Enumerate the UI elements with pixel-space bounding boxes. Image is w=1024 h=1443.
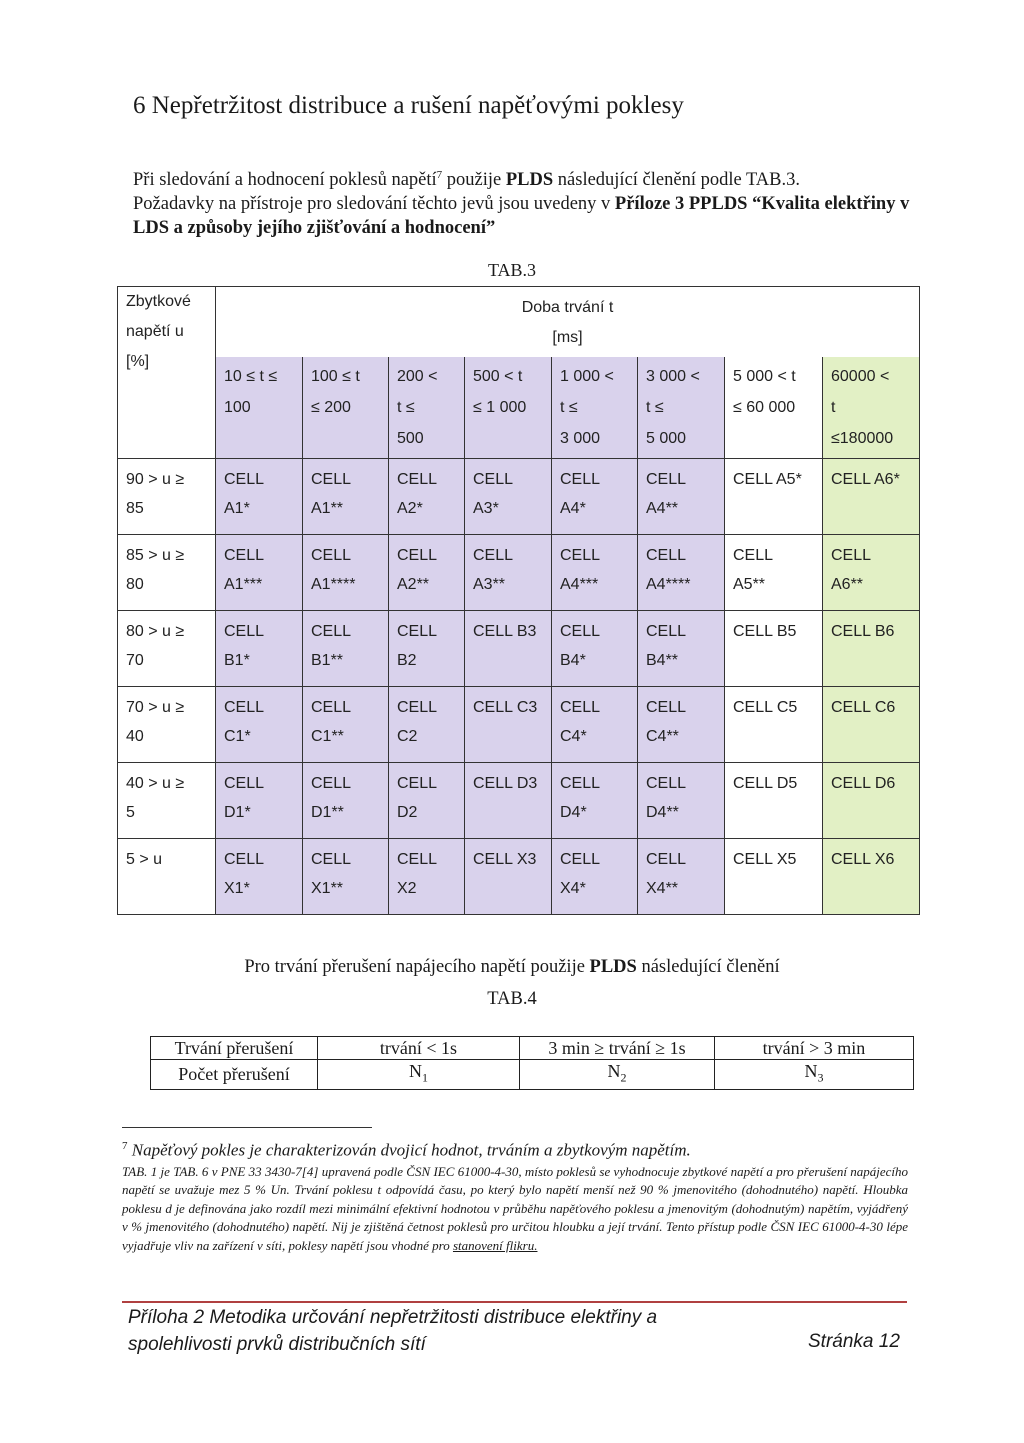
table-cell [638,687,725,763]
cell-line: X1* [224,880,250,897]
tab3-row [118,459,920,535]
cell-line: CELL [473,547,514,564]
cell-line: CELL B6 [831,623,895,640]
table-cell [389,687,465,763]
cell-line: CELL [224,775,265,792]
cell-line: C4** [646,728,679,745]
tab4-header-cell: trvání > 3 min [715,1037,914,1060]
column-header-line: 100 [224,398,251,416]
table-cell [389,839,465,915]
cell-line: CELL [311,699,352,716]
duration-column-header [823,357,920,459]
duration-header-line: [ms] [552,329,583,346]
tab3-row [118,535,920,611]
cell-line: CELL [473,471,514,488]
cell-line: CELL [733,547,774,564]
duration-column-header [465,357,552,459]
column-header-line: ≤ 60 000 [733,398,796,416]
cell-line: D1* [224,804,251,821]
column-header-line: 3 000 [560,429,601,447]
tab4-data-row [151,1060,914,1090]
table-cell [823,459,920,535]
table-cell [638,763,725,839]
duration-column-header [552,357,638,459]
residual-voltage-label [118,535,216,611]
row-label-line: 5 > u [126,851,163,868]
cell-line: A1**** [311,576,356,593]
page-number: Stránka 12 [808,1331,900,1352]
intro-paragraph [133,163,913,240]
cell-line: X4** [646,880,679,897]
cell-line: A2** [397,576,430,593]
intro-text-1: Při sledování a hodnocení poklesů napětí [133,170,437,191]
tab4-n: N [607,1061,621,1081]
table-cell [552,611,638,687]
row-label-line: 90 > u ≥ [126,471,185,488]
tab4-row-label: Počet přerušení [151,1060,318,1090]
cell-line: CELL B5 [733,623,797,640]
tab3-header-row [118,287,920,357]
cell-line: A1*** [224,576,263,593]
cell-line: CELL [224,547,265,564]
cell-line: CELL [311,471,352,488]
cell-line: D1** [311,804,344,821]
column-header-line: t ≤ [560,398,578,416]
column-header-line: ≤ 1 000 [473,398,527,416]
table-cell [823,763,920,839]
cell-line: CELL C3 [473,699,538,716]
table-cell [389,459,465,535]
duration-column-header [725,357,823,459]
tab3-row [118,839,920,915]
table-cell [823,535,920,611]
duration-column-header [216,357,303,459]
cell-line: CELL [397,547,438,564]
cell-line: CELL [311,851,352,868]
tab4-cell-n2 [520,1060,715,1090]
residual-voltage-label [118,839,216,915]
table-cell [552,763,638,839]
tab4-sub: 2 [620,1070,627,1085]
footnote-number: 7 [122,1140,128,1152]
footnote-detail-underlined: stanovení flikru. [452,1237,538,1253]
column-header-line: t [831,398,836,416]
footnote-detail [122,1163,908,1256]
cell-line: CELL A5* [733,471,802,488]
table-cell [552,687,638,763]
column-header-line: ≤180000 [831,429,894,447]
row-label-line: 80 [126,576,144,593]
cell-line: CELL X3 [473,851,537,868]
cell-line: CELL D3 [473,775,538,792]
column-header-line: 1 000 < [560,367,614,385]
cell-line: X2 [397,880,417,897]
cell-line: CELL [560,471,601,488]
cell-line: A6** [831,576,864,593]
table-cell [465,687,552,763]
cell-line: CELL [560,547,601,564]
intro-bold-appendix: Příloze 3 PPLDS “Kvalita elektřiny v LDS a způsoby jejího zjišťování a hodnocení” [133,194,910,239]
tab4-cell-n1 [318,1060,520,1090]
residual-voltage-label [118,459,216,535]
row-label-line: 80 > u ≥ [126,623,185,640]
table-cell [638,839,725,915]
cell-line: CELL D5 [733,775,798,792]
table-cell [638,535,725,611]
tab4-header-cell: Trvání přerušení [151,1037,318,1060]
table-cell [725,687,823,763]
column-header-line: 60000 < [831,367,890,385]
table-cell [823,687,920,763]
row-label-line: 40 > u ≥ [126,775,185,792]
cell-line: B1* [224,652,250,669]
cell-line: CELL [646,699,687,716]
footnote-main-text: Napěťový pokles je charakterizován dvojicí hodnot, trváním a zbytkovým napětím. [127,1140,691,1160]
column-header-line: 500 [397,429,424,447]
cell-line: CELL C6 [831,699,896,716]
residual-voltage-label [118,763,216,839]
cell-line: CELL [560,699,601,716]
table-cell [552,839,638,915]
cell-line: B1** [311,652,344,669]
tab4-intro-text-2: následující členění [636,957,780,977]
tab4-intro [0,957,1024,978]
footer-title-line-2: spolehlivosti prvků distribučních sítí [128,1334,426,1355]
row-label-line: 85 > u ≥ [126,547,185,564]
cell-line: A4**** [646,576,691,593]
cell-line: CELL [397,851,438,868]
cell-line: CELL X5 [733,851,797,868]
cell-line: CELL [224,699,265,716]
footnote [122,1134,908,1255]
table-cell [552,459,638,535]
tab4-sub: 1 [422,1070,428,1085]
cell-line: CELL [397,775,438,792]
cell-line: CELL [311,775,352,792]
table-cell [303,535,389,611]
row-label-line: 85 [126,500,144,517]
cell-line: CELL [311,623,352,640]
cell-line: CELL [397,471,438,488]
table-cell [303,763,389,839]
cell-line: CELL [224,623,265,640]
tab4-table [150,1036,914,1090]
row-label-line: 70 > u ≥ [126,699,185,716]
cell-line: D4* [560,804,587,821]
column-header-line: t ≤ [397,398,415,416]
tab3-title: TAB.3 [487,260,537,280]
table-cell [216,687,303,763]
tab3-column-header-row [118,357,920,459]
residual-voltage-header [118,287,216,459]
cell-line: CELL [560,851,601,868]
duration-column-header [389,357,465,459]
cell-line: CELL [831,547,872,564]
table-cell [216,611,303,687]
cell-line: A1** [311,500,344,517]
cell-line: C1* [224,728,251,745]
row-label-line: 70 [126,652,144,669]
table-cell [725,459,823,535]
cell-line: CELL [311,547,352,564]
cell-line: D2 [397,804,418,821]
row-label-line: 5 [126,804,135,821]
cell-line: CELL C5 [733,699,798,716]
cell-line: CELL [224,471,265,488]
tab3-row [118,687,920,763]
cell-line: CELL [646,851,687,868]
footnote-detail-text: TAB. 1 je TAB. 6 v PNE 33 3430-7[4] upravená podle ČSN IEC 61000-4-30, místo poklesů se vyhodnocuje zbytkové napětí a pro přerušení napájecího napětí se uvažuje mez 5 % Un. Trvání poklesu t odpovídá času, po který bylo napětí menší než 90 % jmenovitého (dohodnutého) napětí. Hloubka poklesu d je definována jako rozdíl mezi minimální efektivní hodnotou v průběhu napěťového poklesu a jmenovitým (dohodnutým) napětím, vyjádřený v % jmenovitého (dohodnutého) napětí. Nij je zjištěná četnost poklesů pro určitou hloubku a její trvání. Tento přístup podle ČSN IEC 61000-4-30 lépe vyjadřuje vliv na zařízení v síti, poklesy napětí jsou vhodné pro [122,1163,908,1253]
tab4-intro-bold: PLDS [589,957,637,977]
cell-line: X1** [311,880,344,897]
tab3-row [118,611,920,687]
cell-line: CELL [646,775,687,792]
corner-line: napětí u [126,323,184,340]
duration-column-header [303,357,389,459]
tab4-cell-n3 [715,1060,914,1090]
table-cell [823,839,920,915]
corner-line: [%] [126,353,150,370]
cell-line: X4* [560,880,586,897]
cell-line: B2 [397,652,417,669]
cell-line: CELL [560,775,601,792]
tab4-title: TAB.4 [487,989,537,1009]
table-cell [725,535,823,611]
cell-line: A2* [397,500,423,517]
cell-line: CELL [397,623,438,640]
footnote-main [122,1134,908,1163]
intro-text-3: následující členění podle TAB.3. [553,170,800,191]
table-cell [303,459,389,535]
table-cell [389,535,465,611]
cell-line: CELL B3 [473,623,537,640]
cell-line: B4* [560,652,586,669]
footnote-divider [122,1127,372,1128]
cell-line: A5** [733,576,766,593]
column-header-line: 3 000 < [646,367,700,385]
residual-voltage-label [118,687,216,763]
tab4-header-cell: 3 min ≥ trvání ≥ 1s [520,1037,715,1060]
duration-column-header [638,357,725,459]
cell-line: CELL [560,623,601,640]
cell-line: CELL D6 [831,775,896,792]
intro-bold-plds: PLDS [505,170,554,191]
table-cell [638,611,725,687]
residual-voltage-label [118,611,216,687]
table-cell [725,763,823,839]
cell-line: CELL X6 [831,851,895,868]
intro-text-4: Požadavky na přístroje pro sledování těchto jevů jsou uvedeny v [133,194,615,215]
column-header-line: 10 ≤ t ≤ [224,367,278,385]
table-cell [552,535,638,611]
tab3-table [117,286,920,915]
intro-text-2: použije [442,170,506,191]
tab4-n: N [409,1061,422,1081]
table-cell [216,763,303,839]
table-cell [389,611,465,687]
table-cell [638,459,725,535]
cell-line: CELL [646,471,687,488]
cell-line: CELL [397,699,438,716]
table-cell [389,763,465,839]
column-header-line: 5 000 [646,429,687,447]
cell-line: CELL A6* [831,471,900,488]
table-cell [216,535,303,611]
cell-line: CELL [646,623,687,640]
footer-title [128,1304,728,1358]
cell-line: A3* [473,500,499,517]
column-header-line: 5 000 < t [733,367,796,385]
table-cell [303,687,389,763]
tab4-intro-text-1: Pro trvání přerušení napájecího napětí použije [244,957,590,977]
cell-line: A1* [224,500,250,517]
cell-line: A3** [473,576,506,593]
footer-title-line-1: Příloha 2 Metodika určování nepřetržitosti distribuce elektřiny a [128,1307,658,1328]
cell-line: C2 [397,728,418,745]
cell-line: A4* [560,500,586,517]
duration-header [216,287,920,357]
cell-line: B4** [646,652,679,669]
tab4-n: N [804,1061,818,1081]
tab3-row [118,763,920,839]
table-cell [465,611,552,687]
duration-header-line: Doba trvání t [521,299,614,316]
column-header-line: 500 < t [473,367,523,385]
cell-line: CELL [646,547,687,564]
table-cell [216,459,303,535]
table-cell [465,839,552,915]
table-cell [216,839,303,915]
column-header-line: 200 < [397,367,438,385]
section-heading: 6 Nepřetržitost distribuce a rušení napěťovými poklesy [133,92,684,119]
tab4-header-cell: trvání < 1s [318,1037,520,1060]
footer-divider [122,1301,907,1303]
cell-line: CELL [224,851,265,868]
table-cell [465,459,552,535]
column-header-line: ≤ 200 [311,398,351,416]
table-cell [823,611,920,687]
table-cell [725,611,823,687]
tab4-sub: 3 [817,1070,824,1085]
table-cell [465,535,552,611]
cell-line: A4*** [560,576,599,593]
corner-line: Zbytkové [126,293,191,310]
row-label-line: 40 [126,728,144,745]
footnote-ref[interactable]: 7 [436,169,443,181]
table-cell [303,611,389,687]
cell-line: A4** [646,500,679,517]
table-cell [465,763,552,839]
column-header-line: t ≤ [646,398,664,416]
column-header-line: 100 ≤ t [311,367,360,385]
cell-line: C4* [560,728,587,745]
table-cell [303,839,389,915]
cell-line: D4** [646,804,679,821]
table-cell [725,839,823,915]
tab4-header-row [151,1037,914,1060]
cell-line: C1** [311,728,344,745]
